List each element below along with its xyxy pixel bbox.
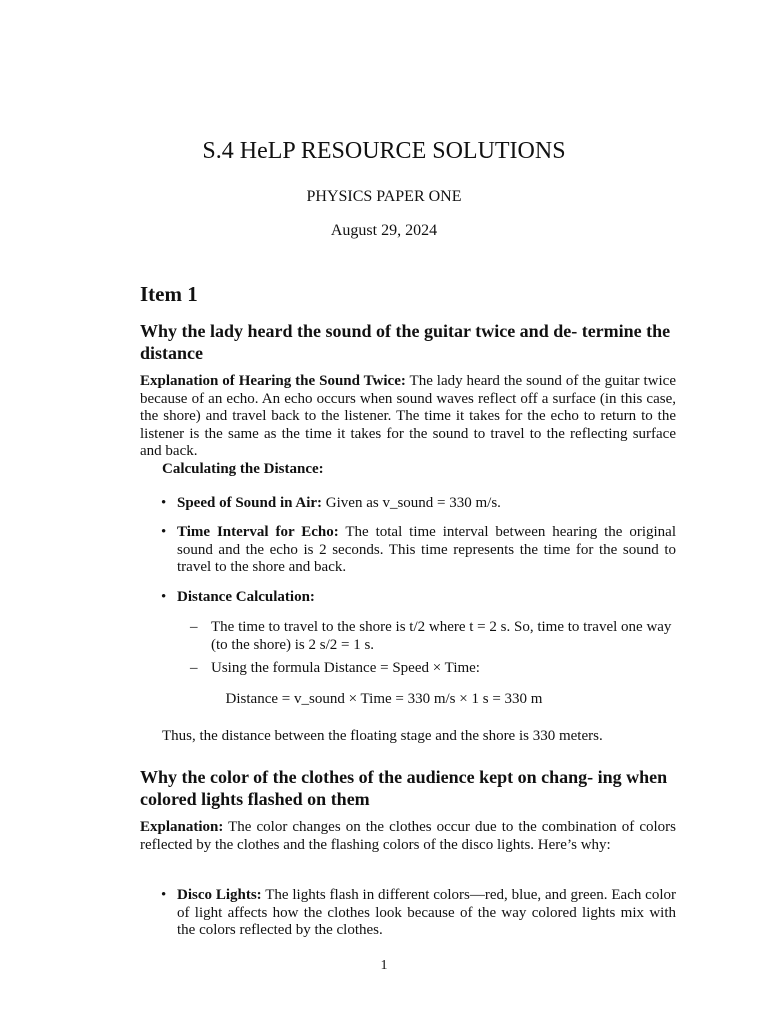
list-item	[140, 524, 676, 577]
bullet-label: Speed of Sound in Air:	[177, 495, 323, 511]
list-item	[140, 495, 676, 513]
bullet-label: Disco Lights:	[177, 887, 262, 903]
bullet-text: Given as v_sound = 330 m/s.	[325, 495, 501, 511]
dash-icon: –	[190, 619, 198, 635]
bullet-label: Distance Calculation:	[177, 589, 315, 605]
question2-explanation-label: Explanation:	[140, 819, 224, 835]
document-date: August 29, 2024	[330, 222, 438, 239]
bullet-text: The total time interval between hearing the original sound and the echo is 2 seconds. This time represents the time for the sound to travel to the shore and back.	[177, 524, 677, 575]
question1-heading-text: Why the lady heard the sound of the guitar twice and de- termine the distance	[140, 321, 671, 363]
bullet-icon: •	[161, 589, 167, 605]
section-heading: Item 1	[140, 282, 198, 306]
question1-heading	[140, 320, 676, 364]
sub-list-item	[190, 660, 676, 678]
question2-explanation	[140, 819, 676, 854]
question2-heading-text: Why the color of the clothes of the audience kept on chang- ing when colored lights flashed on them	[140, 767, 668, 809]
bullet-icon: •	[161, 887, 167, 903]
question2-explanation-text: The color changes on the clothes occur due to the combination of colors reflected by the clothes and the flashing colors of the disco lights. Here’s why:	[140, 819, 676, 853]
distance-equation: Distance = v_sound × Time = 330 m/s × 1 s = 330 m	[225, 691, 543, 707]
question2-heading	[140, 766, 676, 810]
bullet-label: Time Interval for Echo:	[177, 524, 339, 540]
bullet-icon: •	[161, 524, 167, 540]
question1-conclusion: Thus, the distance between the floating stage and the shore is 330 meters.	[162, 728, 603, 744]
sub-list-item	[190, 619, 676, 654]
bullet-icon: •	[161, 495, 167, 511]
bullet-text: The lights flash in different colors—red, blue, and green. Each color of light affects how the clothes look because of the way colored lights mix with the colors reflected by the clothes.	[177, 887, 676, 938]
list-item	[140, 589, 676, 607]
sub-list-text: The time to travel to the shore is t/2 where t = 2 s. So, time to travel one way (to the shore) is 2 s/2 = 1 s.	[211, 619, 672, 653]
dash-icon: –	[190, 660, 198, 676]
list-item	[140, 887, 676, 940]
question1-explanation	[140, 373, 676, 461]
sub-list-text: Using the formula Distance = Speed × Time:	[211, 660, 480, 676]
question1-explanation-text: The lady heard the sound of the guitar twice because of an echo. An echo occurs when sound waves reflect off a surface (in this case, the shore) and travel back to the listener. The time it takes for the echo to return to the listener is the same as the time it takes for the sound to travel to the reflecting surface and back.	[140, 373, 676, 459]
document-subtitle: PHYSICS PAPER ONE	[306, 188, 462, 205]
question1-explanation-label: Explanation of Hearing the Sound Twice:	[140, 373, 406, 389]
document-title: S.4 HeLP RESOURCE SOLUTIONS	[202, 138, 566, 164]
calc-label: Calculating the Distance:	[162, 461, 324, 477]
page-number: 1	[380, 958, 388, 973]
